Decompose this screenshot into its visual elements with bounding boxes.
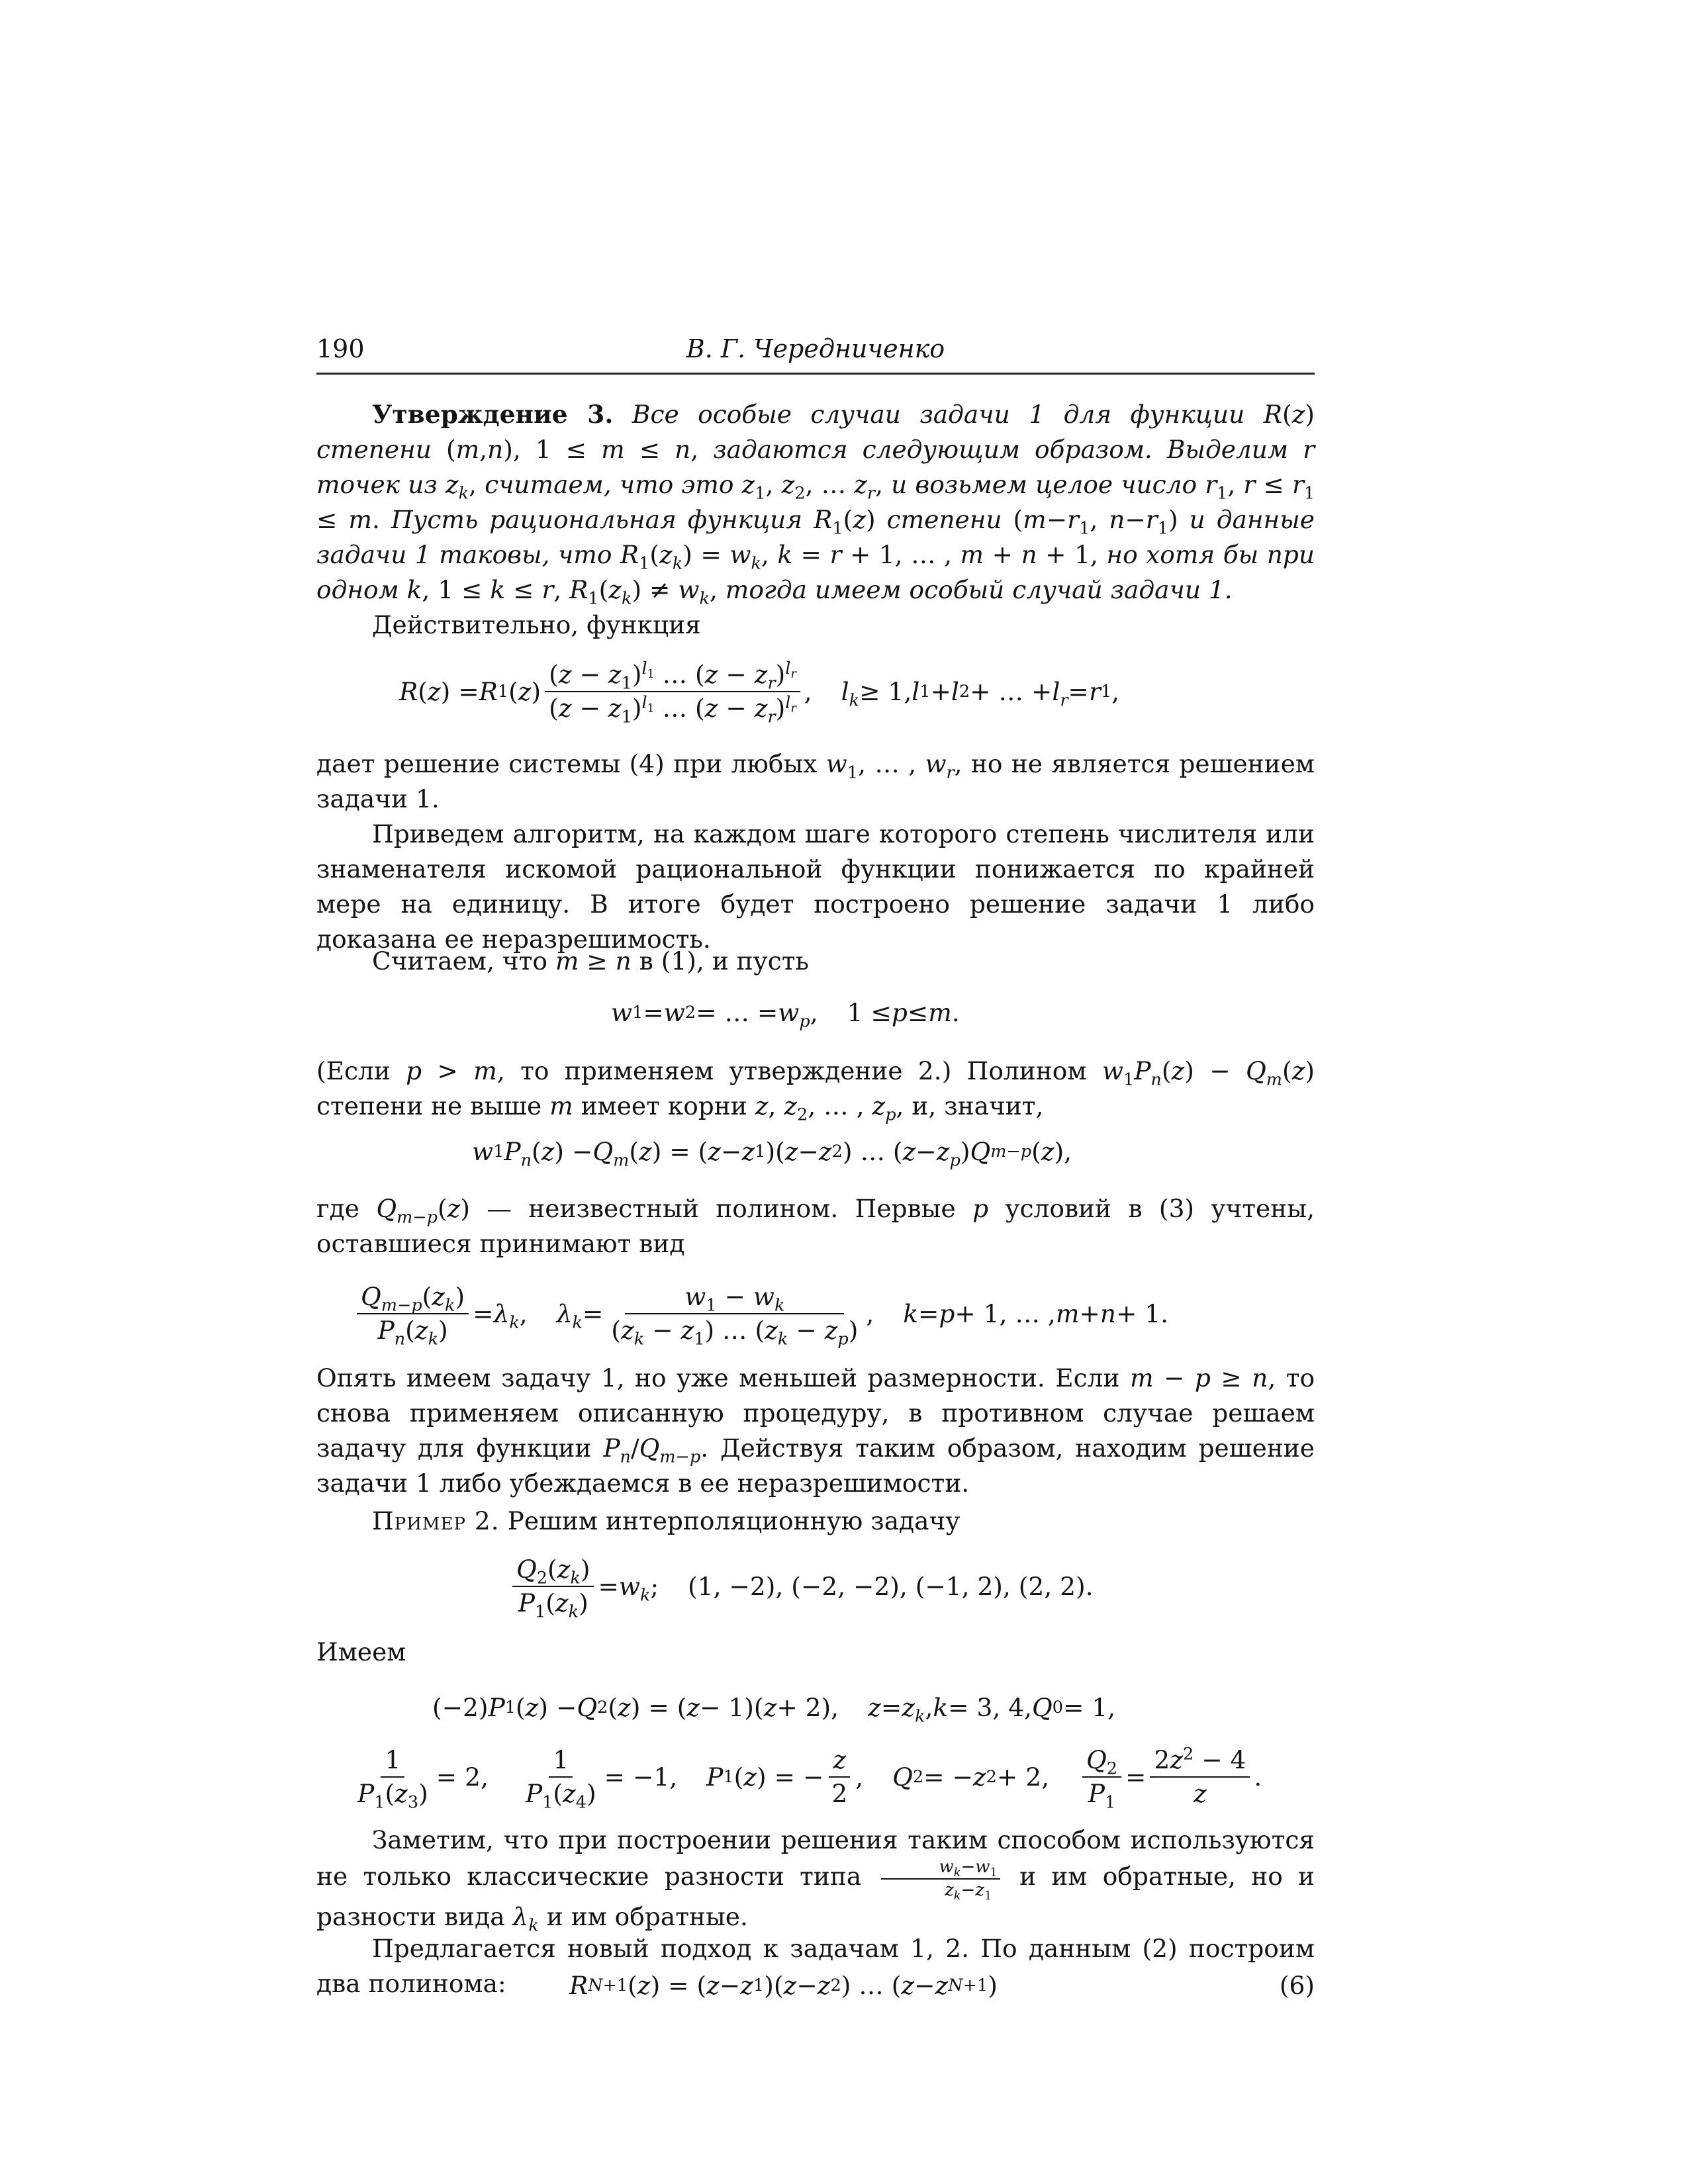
statement-3: Утверждение 3. Все особые случаи задачи 1 для функции R(z) степени (m,n), 1 ≤ m ≤ n, задаются следующим образом. Выделим r точек из $z_k$, считаем, что это $z_1$, $z_2$, … $z_r$, и возьмем целое число $r_1$, $r \le r_1 \le m$. Пусть рациональная функция $R_1(z)$ степени ($m-r_1$, $n-r_1$) и данные задачи 1 таковы, что $R_1(z_k) = w_k$, k = r + 1, … , m + n + 1, но хотя бы при одном k, 1 ≤ k ≤ r, $R_1(z_k) \ne w_k$, тогда имеем особый случай задачи 1. (316, 400, 1315, 609)
paragraph-assume: Считаем, что m ≥ n в (1), и пусть (372, 946, 809, 976)
equation-example-result: $\frac{1}{P_1(z_3)}$ = 2, $\frac{1}{P_1(z_4)}$ = −1, P 1 ( z ) = − $\frac{z}{2}$ , Q 2 = − z 2 + 2, $\frac{Q_2}{P_1}$ = $\frac{2z^2 - 4}{z}$ . (357, 1744, 1262, 1813)
example-2: Пример 2. Решим интерполяционную задачу (372, 1506, 961, 1535)
paragraph-new-approach: Предлагается новый подход к задачам 1, 2. По данным (2) построим два полинома: (316, 1934, 1315, 1998)
page-number: 190 (316, 334, 365, 363)
running-header (316, 334, 1315, 375)
statement-title: Утверждение 3. (372, 400, 614, 429)
running-author: В. Г. Чередниченко (686, 334, 945, 363)
paragraph-again: Опять имеем задачу 1, но уже меньшей размерности. Если m − p ≥ n, то снова применяем описанную процедуру, в противном случае решаем задачу для функции $P_n/Q_{m-p}$. Действуя таким образом, находим решение задачи 1 либо убеждаемся в ее неразрешимости. (316, 1363, 1315, 1498)
paragraph-indeed: Действительно, функция (372, 610, 701, 639)
equation-equal-w: w 1 = w 2 = … = $w_p$ , 1 ≤ p ≤ m . (611, 998, 960, 1032)
paragraph-note: Заметим, что при построении решения таким способом используются не только классические разности типа $\frac{w_k-w_1}{z_k-z_1}$ и им обратные, но и разности вида $\lambda_k$ и им обратные. (316, 1825, 1315, 1936)
paragraph-polynomial: (Если p > m, то применяем утверждение 2.) Полином $w_1P_n(z) - Q_m(z)$ степени не выше m имеет корни z, $z_2$, … , $z_p$, и, значит, (316, 1056, 1315, 1125)
equation-r-function: R ( z ) = R 1 ( z ) $\frac{(z - z_1)^{l_1} \dots (z - z_r)^{l_r}}{(z - z_1)^{l_1} \dots (z - z_r)^{l_r}}$ , $l_k$ ≥ 1, l 1 + l 2 + … + $l_r$ = r 1 , (399, 659, 1120, 727)
equation-lambda: $\frac{Q_{m-p}(z_k)}{P_n(z_k)}$ = $\lambda_k$ , $\lambda_k$ = $\frac{w_1 - w_k}{(z_k - z_1) \dots (z_k - z_p)}$ , k = p + 1, … , m + n + 1. (316, 1277, 1315, 1350)
paragraph-algorithm: Приведем алгоритм, на каждом шаге которого степень числителя или знаменателя искомой рациональной функции понижается по крайней мере на единицу. В итоге будет построено решение задачи 1 либо доказана ее неразрешимость. (316, 819, 1315, 954)
paragraph-have: Имеем (316, 1637, 406, 1666)
equation-factorization: w 1 $P_n$ ( z ) − $Q_m$ ( z ) = ( z − z 1 )( z − z 2 ) … ( z − $z_p$ ) Q m−p ( z ), (472, 1137, 1072, 1171)
equation-example-factor: (−2) P 1 ( z ) − Q 2 ( z ) = ( z − 1)( z + 2), z = $z_k$ , k = 3, 4, Q 0 = 1, (432, 1693, 1116, 1727)
equation-example-data: $\frac{Q_2(z_k)}{P_1(z_k)}$ = $w_k$ ; (1, −2), (−2, −2), (−1, 2), (2, 2). (316, 1550, 1315, 1623)
example-label: Пример 2. (372, 1506, 500, 1535)
equation-number: (6) (1279, 1971, 1315, 2000)
paragraph-solution-system: дает решение системы (4) при любых $w_1$, … , $w_r$, но не является решением задачи 1. (316, 749, 1315, 813)
paragraph-where: где $Q_{m-p}(z)$ — неизвестный полином. Первые p условий в (3) учтены, оставшиеся принимают вид (316, 1194, 1315, 1258)
equation-6: R N+1 ( z ) = ( z − z 1 )( z − z 2 ) … ( z − z N+1 ) (6) (569, 1971, 1315, 2000)
